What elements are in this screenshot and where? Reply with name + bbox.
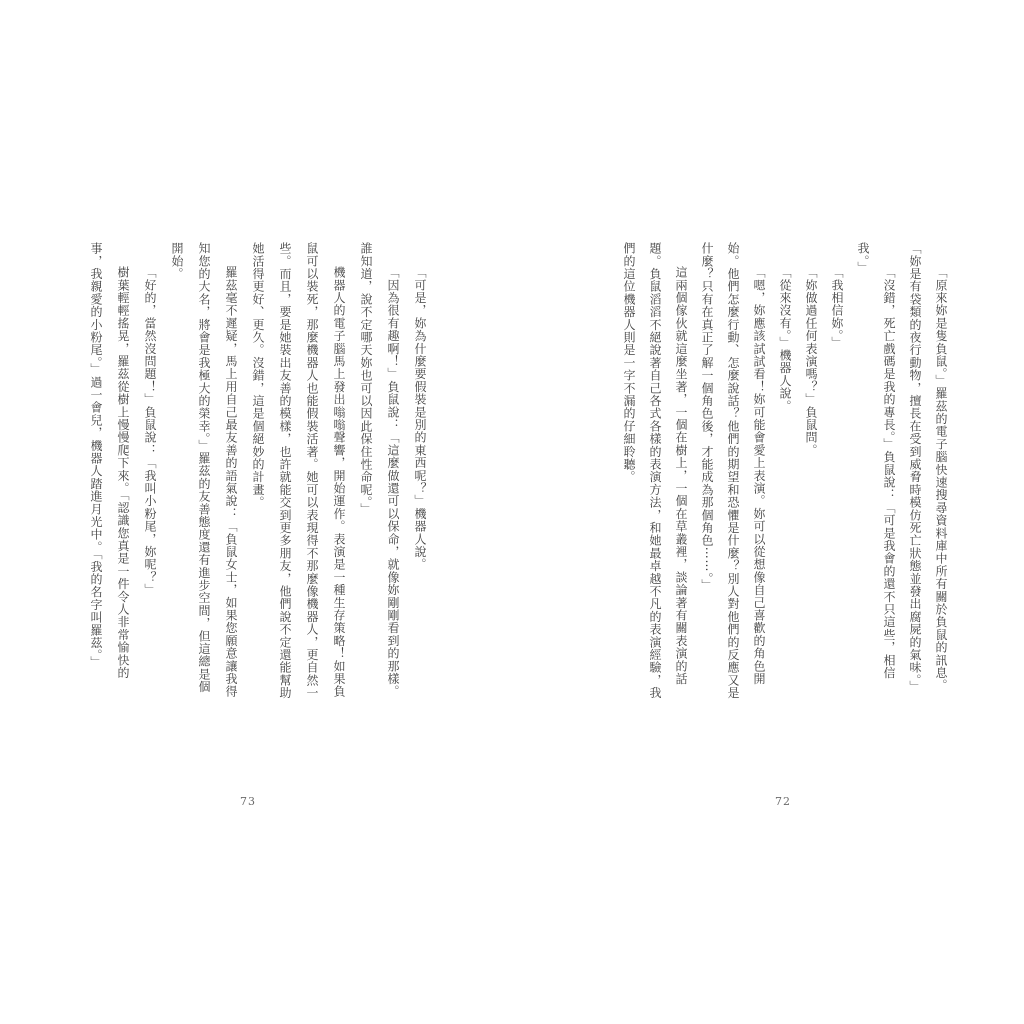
paragraph: 「嗯，妳應該試試看！妳可能會愛上表演。妳可以從想像自己喜歡的角色開始。他們怎麼行動、怎麼說話？他們的期望和恐懼是什麼？別人對他們的反應又是什麼？只有在真正了解一個角色後，才能成為那個角色⋯⋯。」 xyxy=(700,242,766,700)
paragraph: 「好的，當然沒問題！」負鼠說：「我叫小粉尾，妳呢？」 xyxy=(143,266,157,597)
paragraph: 「從來沒有。」機器人說。 xyxy=(778,266,792,413)
page-72-text-block xyxy=(590,242,954,700)
page-72-number: 72 xyxy=(775,795,791,808)
paragraph: 「沒錯，死亡戲碼是我的專長。」負鼠說：「可是我會的還不只這些，相信我。」 xyxy=(856,242,896,680)
paragraph: 「原來妳是隻負鼠。」羅茲的電子腦快速搜尋資料庫中所有關於負鼠的訊息。「妳是有袋類的夜行動物，擅長在受到威脅時模仿死亡狀態並發出腐屍的氣味。」 xyxy=(908,242,948,694)
paragraph: 羅茲毫不遲疑，馬上用自己最友善的語氣說：「負鼠女士，如果您願意讓我得知您的大名，將會是我極大的榮幸。」羅茲的友善態度還有進步空間，但這總是個開始。 xyxy=(170,242,238,698)
paragraph: 機器人的電子腦馬上發出嗡嗡聲響，開始運作。表演是一種生存策略！如果負鼠可以裝死，那麼機器人也能假裝活著。她可以表現得不那麼像機器人，更自然一些。而且，要是她裝出友善的模樣，也許就能交到更多朋友，他們說不定還能幫助她活得更好、更久。沒錯，這是個絕妙的計畫。 xyxy=(251,242,346,700)
paragraph: 「我相信妳。」 xyxy=(830,266,844,349)
paragraph: 「妳做過任何表演嗎？」負鼠問。 xyxy=(804,266,818,457)
paragraph: 「可是，妳為什麼要假裝是別的東西呢？」機器人說。 xyxy=(413,266,427,571)
paragraph: 樹葉輕輕搖晃，羅茲從樹上慢慢爬下來。「認識您真是一件令人非常愉快的事，我親愛的小粉尾。」過一會兒，機器人踏進月光中。「我的名字叫羅茲。」 xyxy=(89,242,130,680)
paragraph: 這兩個傢伙就這麼坐著，一個在樹上，一個在草叢裡，談論著有關表演的話題。負鼠滔滔不絕說著自己各式各樣的表演方法，和她最卓越不凡的表演經驗，我們的這位機器人則是一字不漏的仔細聆聽。 xyxy=(622,242,688,700)
page-73-text-block xyxy=(55,242,433,700)
page-73-number: 73 xyxy=(240,795,256,808)
paragraph: 「因為很有趣啊！」負鼠說：「這麼做還可以保命，就像妳剛剛看到的那樣。誰知道，說不定哪天妳也可以因此保住性命呢。」 xyxy=(359,242,400,698)
